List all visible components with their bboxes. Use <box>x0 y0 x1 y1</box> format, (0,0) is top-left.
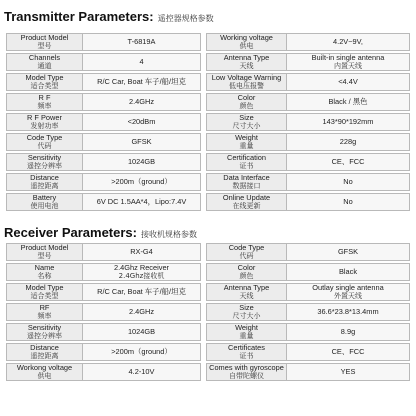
label-cn: 重量 <box>239 332 254 340</box>
table-row <box>206 93 410 111</box>
transmitter-title-cn: 遥控器规格参数 <box>157 14 214 23</box>
param-value <box>83 133 201 151</box>
param-value <box>83 153 201 171</box>
table-row <box>206 343 410 361</box>
param-value <box>287 263 410 281</box>
value-text: 143*90*192mm <box>322 117 374 126</box>
label-cn: 天线 <box>239 292 254 300</box>
table-row <box>6 33 201 51</box>
label-en: Code Type <box>228 243 265 252</box>
label-cn: 代码 <box>37 142 52 150</box>
param-label <box>6 263 83 281</box>
transmitter-right-table <box>206 31 410 213</box>
label-cn: 遥控距离 <box>30 352 59 360</box>
label-en: Product Model <box>20 243 69 252</box>
param-value <box>83 173 201 191</box>
param-label <box>206 323 287 341</box>
param-value <box>287 133 410 151</box>
value-text: 228g <box>339 137 357 146</box>
param-value <box>83 73 201 91</box>
label-en: Distance <box>30 343 59 352</box>
param-label <box>6 173 83 191</box>
value-text: 36.6*23.8*13.4mm <box>317 307 379 316</box>
table-row <box>6 193 201 211</box>
label-cn: 证书 <box>239 162 254 170</box>
label-cn: 颜色 <box>239 272 254 280</box>
value-text: 1024GB <box>127 327 156 336</box>
param-value <box>287 113 410 131</box>
label-cn: 尺寸大小 <box>232 122 261 130</box>
label-cn: 频率 <box>37 102 52 110</box>
table-row <box>6 343 201 361</box>
value-text: 4 <box>139 57 144 66</box>
param-value <box>287 73 410 91</box>
param-label <box>206 133 287 151</box>
param-label <box>6 343 83 361</box>
label-en: Model Type <box>25 73 64 82</box>
label-cn: 天线 <box>239 62 254 70</box>
label-cn: 供电 <box>37 372 52 380</box>
param-label <box>206 113 287 131</box>
table-row <box>206 323 410 341</box>
param-value <box>287 363 410 381</box>
param-label <box>206 53 287 71</box>
value-text-cn: 外置天线 <box>334 292 362 300</box>
label-en: R F Power <box>27 113 62 122</box>
param-label <box>206 243 287 261</box>
transmitter-section-title <box>4 8 214 26</box>
label-en: Workong voltage <box>16 363 73 372</box>
value-text: RX-G4 <box>130 247 153 256</box>
table-row <box>206 153 410 171</box>
label-cn: 数据接口 <box>232 182 261 190</box>
param-label <box>6 33 83 51</box>
label-en: Comes with gyroscope <box>209 363 284 372</box>
label-cn: 代码 <box>239 252 254 260</box>
param-value <box>83 113 201 131</box>
param-label <box>6 153 83 171</box>
receiver-right-table <box>206 241 410 383</box>
value-text: 8.9g <box>340 327 356 336</box>
param-label <box>206 193 287 211</box>
value-text: 4.2V~9V, <box>333 37 363 46</box>
label-cn: 重量 <box>239 142 254 150</box>
label-cn: 发射功率 <box>30 122 59 130</box>
label-en: Antenna Type <box>223 283 270 292</box>
value-text: 1024GB <box>127 157 156 166</box>
param-label <box>6 193 83 211</box>
value-text: 6V DC 1.5AA*4，Lipo:7.4V <box>96 197 187 206</box>
param-value <box>83 343 201 361</box>
transmitter-title-en: Transmitter Parameters: <box>4 9 154 24</box>
receiver-title-cn: 接收机规格参数 <box>140 230 197 239</box>
param-label <box>206 363 287 381</box>
label-cn: 在线更新 <box>232 202 261 210</box>
value-text: R/C Car, Boat 车子/船/坦克 <box>97 77 186 86</box>
receiver-section-title <box>4 224 197 242</box>
table-row <box>6 53 201 71</box>
label-cn: 遥控分辨率 <box>27 332 62 340</box>
table-row <box>206 173 410 191</box>
label-cn: 型号 <box>37 42 52 50</box>
label-en: R F <box>38 93 51 102</box>
label-en: Sensitivity <box>27 323 62 332</box>
param-value <box>287 33 410 51</box>
table-row <box>206 133 410 151</box>
value-text: 2.4Ghz Receiver <box>113 263 170 272</box>
label-cn: 适合类型 <box>30 292 59 300</box>
value-text: 2.4GHz <box>128 307 155 316</box>
transmitter-left-table <box>6 31 201 213</box>
param-value <box>83 263 201 281</box>
label-en: Product Model <box>20 33 69 42</box>
label-cn: 遥控分辨率 <box>27 162 62 170</box>
label-cn: 自带陀螺仪 <box>229 372 264 380</box>
value-text: CE、FCC <box>331 347 365 356</box>
param-value <box>83 283 201 301</box>
param-value <box>83 193 201 211</box>
param-value <box>287 323 410 341</box>
param-value <box>287 283 410 301</box>
label-en: Code Type <box>26 133 63 142</box>
param-value <box>287 93 410 111</box>
param-value <box>83 93 201 111</box>
table-row <box>6 173 201 191</box>
param-label <box>6 303 83 321</box>
param-label <box>206 263 287 281</box>
table-row <box>6 153 201 171</box>
table-row <box>6 243 201 261</box>
value-text-cn: 内置天线 <box>334 62 362 70</box>
label-en: Working voltage <box>220 33 273 42</box>
param-label <box>206 153 287 171</box>
label-cn: 使用电池 <box>30 202 59 210</box>
param-value <box>83 303 201 321</box>
value-text: No <box>343 177 353 186</box>
table-row <box>6 73 201 91</box>
label-en: Battery <box>32 193 57 202</box>
label-cn: 通道 <box>37 62 52 70</box>
table-row <box>206 303 410 321</box>
label-cn: 供电 <box>239 42 254 50</box>
value-text: Black <box>338 267 358 276</box>
table-row <box>6 113 201 131</box>
label-en: Model Type <box>25 283 64 292</box>
param-value <box>287 193 410 211</box>
param-label <box>206 33 287 51</box>
label-en: Online Update <box>222 193 271 202</box>
label-en: Weight <box>235 133 258 142</box>
label-cn: 遥控距离 <box>30 182 59 190</box>
label-en: Name <box>34 263 55 272</box>
param-label <box>6 363 83 381</box>
table-row <box>6 93 201 111</box>
value-text: <4.4V <box>338 77 358 86</box>
label-en: Weight <box>235 323 258 332</box>
table-row <box>6 283 201 301</box>
table-row <box>206 113 410 131</box>
value-text: >200m（ground） <box>111 177 172 186</box>
param-value <box>287 153 410 171</box>
table-row <box>6 363 201 381</box>
table-row <box>206 243 410 261</box>
value-text: Outlay single antenna <box>312 283 384 292</box>
param-label <box>6 133 83 151</box>
table-row <box>6 303 201 321</box>
label-cn: 适合类型 <box>30 82 59 90</box>
table-row <box>206 33 410 51</box>
param-label <box>6 323 83 341</box>
value-text-cn: 2.4Ghz接收机 <box>118 272 165 280</box>
value-text: Black / 黑色 <box>328 97 368 106</box>
value-text: T-6819A <box>127 37 156 46</box>
label-cn: 低电压报警 <box>229 82 264 90</box>
table-row <box>6 263 201 281</box>
param-label <box>206 93 287 111</box>
param-label <box>206 343 287 361</box>
label-en: Low Voltage Warning <box>211 73 282 82</box>
param-label <box>206 283 287 301</box>
value-text: 2.4GHz <box>128 97 155 106</box>
table-row <box>206 363 410 381</box>
label-en: Certification <box>226 153 267 162</box>
table-row <box>206 53 410 71</box>
param-label <box>6 243 83 261</box>
label-en: Antenna Type <box>223 53 270 62</box>
param-value <box>83 363 201 381</box>
param-value <box>287 303 410 321</box>
param-value <box>287 243 410 261</box>
value-text: 4.2-10V <box>128 367 155 376</box>
param-label <box>206 303 287 321</box>
value-text: YES <box>340 367 356 376</box>
param-label <box>206 73 287 91</box>
table-row <box>6 133 201 151</box>
value-text: GFSK <box>337 247 359 256</box>
param-label <box>6 113 83 131</box>
label-en: Size <box>239 113 254 122</box>
label-cn: 名称 <box>37 272 52 280</box>
label-cn: 证书 <box>239 352 254 360</box>
label-en: Sensitivity <box>27 153 62 162</box>
table-row <box>206 263 410 281</box>
param-label <box>206 173 287 191</box>
value-text: Built-in single antenna <box>311 53 385 62</box>
table-row <box>206 283 410 301</box>
param-value <box>287 173 410 191</box>
label-en: Channels <box>28 53 61 62</box>
param-value <box>83 323 201 341</box>
param-value <box>287 343 410 361</box>
table-row <box>206 73 410 91</box>
param-label <box>6 73 83 91</box>
value-text: >200m（ground） <box>111 347 172 356</box>
label-en: Size <box>239 303 254 312</box>
table-row <box>6 323 201 341</box>
value-text: R/C Car, Boat 车子/船/坦克 <box>97 287 186 296</box>
receiver-title-en: Receiver Parameters: <box>4 225 137 240</box>
value-text: <20dBm <box>127 117 156 126</box>
label-en: Color <box>237 263 256 272</box>
table-row <box>206 193 410 211</box>
label-cn: 颜色 <box>239 102 254 110</box>
label-cn: 频率 <box>37 312 52 320</box>
param-label <box>6 93 83 111</box>
receiver-left-table <box>6 241 201 383</box>
label-cn: 型号 <box>37 252 52 260</box>
value-text: CE、FCC <box>331 157 365 166</box>
label-en: Data Interface <box>223 173 270 182</box>
label-en: Certificates <box>228 343 265 352</box>
label-en: RF <box>39 303 50 312</box>
param-label <box>6 53 83 71</box>
label-cn: 尺寸大小 <box>232 312 261 320</box>
value-text: GFSK <box>131 137 152 146</box>
param-label <box>6 283 83 301</box>
label-en: Color <box>237 93 256 102</box>
label-en: Distance <box>30 173 59 182</box>
param-value <box>287 53 410 71</box>
value-text: No <box>343 197 353 206</box>
param-value <box>83 53 201 71</box>
param-value <box>83 243 201 261</box>
param-value <box>83 33 201 51</box>
